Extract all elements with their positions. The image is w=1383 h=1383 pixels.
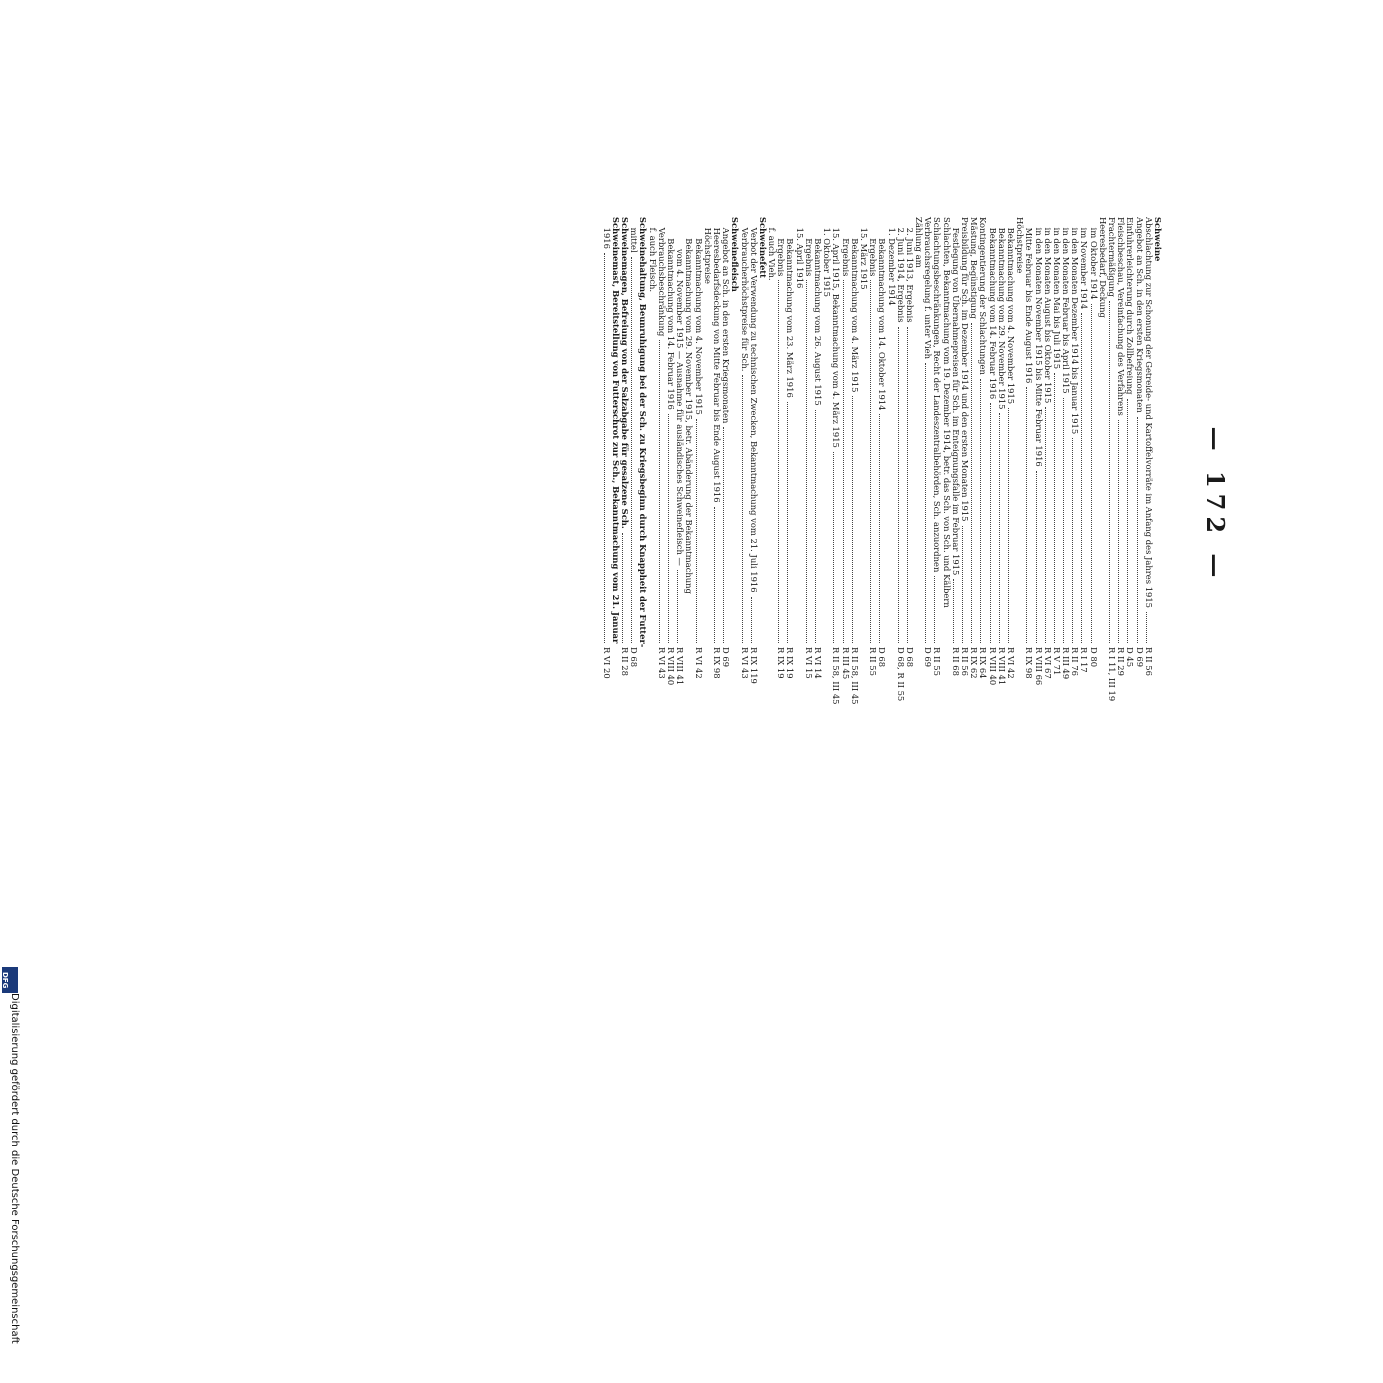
index-entry bbox=[1089, 217, 1098, 797]
index-entry-text: Verbrauchsbeschränkung bbox=[656, 217, 667, 337]
index-entry-reference: D 69 bbox=[1134, 647, 1145, 668]
index-entry bbox=[1125, 217, 1134, 797]
index-entry bbox=[978, 217, 987, 797]
dot-leader bbox=[696, 419, 702, 643]
dot-leader bbox=[1072, 438, 1078, 643]
dot-leader bbox=[622, 533, 628, 643]
index-entry bbox=[868, 217, 877, 797]
dot-leader bbox=[1155, 265, 1160, 643]
index-entry-text: Ergebnis bbox=[868, 217, 879, 277]
dot-leader bbox=[806, 280, 812, 643]
index-entry bbox=[886, 217, 895, 797]
dot-leader bbox=[898, 327, 904, 643]
dot-leader bbox=[659, 340, 665, 643]
dot-leader bbox=[686, 598, 691, 643]
index-entry bbox=[822, 217, 831, 797]
index-entry-reference: R VI 43 bbox=[739, 647, 750, 679]
index-entry-reference: D 68 bbox=[629, 647, 640, 668]
dot-leader bbox=[751, 597, 757, 643]
index-entry-text: Höchstpreise bbox=[1015, 217, 1026, 274]
index-entry bbox=[776, 217, 785, 797]
index-entry bbox=[951, 217, 960, 797]
index-entry-reference: R II 28 bbox=[620, 647, 631, 676]
index-entry bbox=[987, 217, 996, 797]
dot-leader bbox=[1091, 304, 1097, 643]
index-entry-text: Angebot an Sch. in den ersten Kriegsmonaten bbox=[721, 217, 732, 424]
index-entry-text: Mästung, Begünstigung bbox=[969, 217, 980, 319]
index-entry-reference: R IX 19 bbox=[776, 647, 787, 679]
index-entry bbox=[675, 217, 684, 797]
index-entry bbox=[932, 217, 941, 797]
index-entry-reference: R III 45 bbox=[840, 647, 851, 680]
dot-leader bbox=[824, 301, 829, 643]
index-entry bbox=[629, 217, 638, 797]
index-entry bbox=[859, 217, 868, 797]
index-entry-text: Schlachten, Bekanntmachung vom 19. Dezember 1914, betr. das Sch. von Sch. und Kälbern bbox=[941, 217, 952, 608]
index-entry-reference: R V 71 bbox=[1051, 647, 1062, 676]
index-entry-text: Heeresbedarfsdeckung von Mitte Februar bis Ende August 1916 bbox=[712, 217, 722, 503]
dot-leader bbox=[1063, 398, 1069, 643]
index-entry-text: in den Monaten August bis Oktober 1915 bbox=[1042, 217, 1053, 404]
dot-leader bbox=[1109, 301, 1115, 643]
dot-leader bbox=[944, 612, 949, 643]
index-entry bbox=[1015, 217, 1024, 797]
index-entry-text: Ergebnis bbox=[803, 217, 814, 277]
index-entry-text: vom 4. November 1915 — Ausnahme für ausländisches Schweinefleisch — bbox=[675, 217, 686, 566]
index-entry-reference: R VIII 41 bbox=[675, 647, 686, 686]
index-entry-reference: D 68 bbox=[877, 647, 888, 668]
credit-text: Digitalisierung gefördert durch die Deutsche Forschungsgemeinschaft bbox=[9, 993, 20, 1344]
index-entry-reference: R II 76 bbox=[1070, 647, 1081, 676]
dot-leader bbox=[677, 570, 683, 643]
index-content bbox=[145, 205, 1230, 805]
index-entry bbox=[969, 217, 978, 797]
index-entry-text: Bekanntmachung vom 23. März 1916 bbox=[785, 217, 796, 398]
dot-leader bbox=[1146, 612, 1152, 643]
index-entry bbox=[1107, 217, 1116, 797]
index-entry-text: Abschlachtung zur Schonung der Getreide- und Kartoffelvorräte im Anfang des Jahres 1915 bbox=[1143, 217, 1154, 609]
dot-leader bbox=[999, 413, 1005, 643]
rotated-index-block bbox=[145, 205, 1230, 805]
index-entry bbox=[749, 217, 758, 797]
index-entry-text: Verbrauchsregelung f. unter Vieh bbox=[923, 217, 934, 359]
index-entry-reference: R VIII 40 bbox=[987, 647, 998, 686]
dot-leader bbox=[668, 414, 674, 643]
dot-leader bbox=[879, 414, 885, 643]
index-entry-text: 2. Juni 1914, Ergebnis bbox=[895, 217, 906, 323]
dot-leader bbox=[990, 403, 996, 643]
digitization-credit bbox=[0, 0, 22, 1344]
index-entry-reference: R IX 19 bbox=[785, 647, 796, 679]
dot-leader bbox=[778, 280, 784, 643]
index-entry-text: Ergebnis bbox=[776, 217, 787, 277]
index-entry-text: Angebot an Sch. in den ersten Kriegsmonaten bbox=[1134, 217, 1145, 413]
dot-leader bbox=[889, 310, 894, 643]
index-entry-reference: R III 49 bbox=[1061, 647, 1072, 680]
dot-leader bbox=[1026, 387, 1032, 643]
index-entry bbox=[1043, 217, 1052, 797]
index-entry-text: Schweinemagen, Befreiung von der Salzabgabe für gesalzene Sch. bbox=[620, 217, 631, 529]
index-entry-reference: R IX 98 bbox=[712, 647, 722, 679]
index-entry bbox=[1033, 217, 1042, 797]
index-entry-text: Schweinefleisch bbox=[730, 217, 741, 292]
index-entry-text: mittel bbox=[629, 217, 640, 253]
index-entry-reference: R VI 67 bbox=[1042, 647, 1053, 679]
index-entry bbox=[693, 217, 702, 797]
dot-leader bbox=[935, 576, 941, 643]
index-entry-text: Schweine bbox=[1153, 217, 1163, 262]
index-entry-reference: R VI 43 bbox=[656, 647, 667, 679]
index-entry-reference: R IX 64 bbox=[978, 647, 989, 679]
index-entry-text: Bekanntmachung vom 4. November 1915 bbox=[1006, 217, 1016, 405]
index-entry-text: Bekanntmachung vom 14. Februar 1916 bbox=[987, 217, 998, 400]
dot-leader bbox=[1045, 407, 1051, 643]
index-entry-reference: R II 58, III 45 bbox=[831, 647, 842, 705]
index-entry bbox=[1024, 217, 1033, 797]
dot-leader bbox=[861, 294, 866, 643]
dot-leader bbox=[732, 296, 737, 643]
dot-leader bbox=[613, 647, 618, 657]
index-entries bbox=[602, 217, 1162, 797]
index-entry-text: 15. April 1915, Bekanntmachung vom 4. März 1915 bbox=[831, 217, 842, 448]
dot-leader bbox=[907, 327, 913, 643]
index-entry-text: Frachtermäßigung bbox=[1107, 217, 1118, 297]
index-entry-reference: D 69 bbox=[721, 647, 732, 668]
index-entry-reference: R II 58, III 45 bbox=[849, 647, 860, 705]
dot-leader bbox=[631, 257, 637, 643]
dot-leader bbox=[870, 280, 876, 643]
index-entry bbox=[877, 217, 886, 797]
dot-leader bbox=[650, 296, 655, 643]
dot-leader bbox=[916, 272, 921, 643]
index-entry bbox=[1098, 217, 1107, 797]
dot-leader bbox=[760, 282, 765, 643]
index-entry bbox=[712, 217, 721, 797]
index-entry-reference: R VI 42 bbox=[693, 647, 704, 679]
index-entry-reference: R VIII 41 bbox=[996, 647, 1007, 686]
index-entry-text: 1. Dezember 1914 bbox=[886, 217, 897, 306]
index-entry bbox=[785, 217, 794, 797]
index-entry-reference: R IX 119 bbox=[748, 647, 759, 684]
index-entry-text: Einfuhrerleichterung durch Zollbefreiung bbox=[1125, 217, 1136, 395]
dot-leader bbox=[962, 526, 968, 643]
index-entry-text: Schweinehaltung, Beunruhigung bei der Sch. zu Kriegsbeginn durch Knappheit der Futter- bbox=[638, 217, 649, 648]
index-entry bbox=[831, 217, 840, 797]
index-entry-text: in den Monaten November 1915 bis Mitte Februar 1916 bbox=[1033, 217, 1044, 467]
dot-leader bbox=[852, 396, 858, 643]
index-entry-text: f. auch Vieh. bbox=[767, 217, 778, 281]
index-entry-text: Preisbildung für Sch. im Dezember 1914 und den ersten Monaten 1915 bbox=[960, 217, 971, 522]
index-entry-text: 2. Juni 1913, Ergebnis bbox=[904, 217, 915, 323]
index-entry-reference: R I 11, III 19 bbox=[1107, 647, 1118, 702]
dot-leader bbox=[815, 410, 821, 643]
index-entry-text: Bekanntmachung vom 26. August 1915 bbox=[813, 217, 824, 406]
index-entry bbox=[638, 217, 647, 797]
dot-leader bbox=[1017, 277, 1022, 643]
index-entry bbox=[648, 217, 657, 797]
index-entry-text: Heeresbedarf, Deckung bbox=[1097, 217, 1108, 318]
dot-leader bbox=[953, 579, 959, 643]
index-entry-reference: D 68, R II 55 bbox=[895, 647, 906, 702]
dot-leader bbox=[723, 427, 729, 643]
dot-leader bbox=[1100, 322, 1105, 643]
index-entry-text: 15. April 1916 bbox=[794, 217, 805, 289]
index-entry-text: Schweinemast, Bereitstellung von Futterschrot zur Sch., Bekanntmachung vom 21. Januar bbox=[610, 217, 621, 644]
index-entry bbox=[758, 217, 767, 797]
index-entry-text: Festlegung von Übernahmepreisen für Sch. im Enteignungsfalle im Februar 1915 bbox=[950, 217, 961, 576]
index-entry bbox=[942, 217, 951, 797]
index-entry-text: Schweinefett bbox=[757, 217, 768, 279]
index-entry-text: f. auch Fleisch. bbox=[647, 217, 658, 293]
dot-leader bbox=[1082, 313, 1088, 643]
dot-leader bbox=[971, 323, 977, 643]
index-entry-text: in den Monaten Mai bis Juli 1915 bbox=[1051, 217, 1062, 370]
index-entry bbox=[730, 217, 739, 797]
index-entry bbox=[1134, 217, 1143, 797]
index-entry bbox=[850, 217, 859, 797]
index-entry bbox=[1006, 217, 1015, 797]
index-entry-reference: R II 68 bbox=[950, 647, 961, 676]
index-entry bbox=[804, 217, 813, 797]
index-entry bbox=[1070, 217, 1079, 797]
index-entry-reference: R II 55 bbox=[932, 647, 943, 676]
index-entry-text: Bekanntmachung vom 14. Februar 1916 bbox=[666, 217, 677, 410]
index-entry-text: Zählung am bbox=[914, 217, 925, 268]
index-entry bbox=[813, 217, 822, 797]
index-entry bbox=[602, 217, 611, 797]
index-entry-text: 15. März 1915 bbox=[859, 217, 869, 290]
dot-leader bbox=[833, 452, 839, 643]
dot-leader bbox=[769, 285, 774, 644]
index-entry bbox=[923, 217, 932, 797]
index-entry-reference: D 80 bbox=[1088, 647, 1099, 668]
dot-leader bbox=[1118, 420, 1124, 643]
index-entry-text: Bekanntmachung vom 4. November 1915 bbox=[693, 217, 704, 415]
index-entry-reference: R VIII 40 bbox=[666, 647, 677, 686]
index-entry bbox=[960, 217, 969, 797]
index-entry bbox=[896, 217, 905, 797]
index-entry-reference: R VI 20 bbox=[601, 647, 612, 679]
dot-leader bbox=[604, 253, 610, 643]
index-entry-text: Mitte Februar bis Ende August 1916 bbox=[1024, 217, 1035, 384]
index-entry bbox=[914, 217, 923, 797]
dot-leader bbox=[1127, 399, 1133, 644]
index-entry-reference: R VI 14 bbox=[813, 647, 824, 679]
dot-leader bbox=[1137, 417, 1143, 643]
dot-leader bbox=[925, 363, 931, 643]
index-entry bbox=[997, 217, 1006, 797]
index-entry bbox=[1052, 217, 1061, 797]
index-entry-text: Bekanntmachung vom 14. Oktober 1914 bbox=[877, 217, 888, 411]
index-entry-text: Fleischbeschau, Vereinfachung des Verfahrens bbox=[1116, 217, 1127, 416]
index-entry bbox=[703, 217, 712, 797]
index-entry-text: 1. Oktober 1915 bbox=[822, 217, 833, 297]
index-entry-text: Verbraucherhöchstpreise für Sch. bbox=[739, 217, 750, 372]
index-entry-text: in den Monaten Dezember 1914 bis Januar 1915 bbox=[1070, 217, 1081, 435]
dot-leader bbox=[1036, 471, 1042, 643]
index-entry-reference: R II 56 bbox=[1143, 647, 1154, 676]
index-entry-text: Ergebnis bbox=[840, 217, 851, 277]
index-entry-text: Höchstpreise bbox=[702, 217, 713, 284]
index-entry-text: Verbot der Verwendung zu technischen Zwecken, Bekanntmachung vom 21. Juli 1916 bbox=[748, 217, 759, 593]
index-entry bbox=[840, 217, 849, 797]
index-entry-text: Bekanntmachung vom 29. November 1915, betr. Abänderung der Bekanntmachung bbox=[684, 217, 695, 594]
index-entry-text: Kontingentierung der Schlachtungen bbox=[978, 217, 989, 375]
index-entry-text: Bekanntmachung vom 29. November 1915 bbox=[996, 217, 1007, 410]
index-entry-text: im November 1914 bbox=[1079, 217, 1090, 310]
index-entry bbox=[795, 217, 804, 797]
index-entry bbox=[684, 217, 693, 797]
index-entry bbox=[620, 217, 629, 797]
dot-leader bbox=[980, 379, 986, 643]
index-entry-reference: R IX 98 bbox=[1024, 647, 1035, 679]
dot-leader bbox=[742, 375, 748, 643]
index-entry-reference: R VI 42 bbox=[1006, 647, 1016, 679]
index-entry-text: in den Monaten Februar bis April 1915 bbox=[1061, 217, 1072, 394]
index-entry-reference: D 68 bbox=[904, 647, 915, 668]
index-entry bbox=[905, 217, 914, 797]
index-entry bbox=[1079, 217, 1088, 797]
dot-leader bbox=[1008, 408, 1014, 643]
index-entry-text: im Oktober 1914 bbox=[1088, 217, 1099, 300]
dot-leader bbox=[843, 280, 849, 643]
index-entry bbox=[767, 217, 776, 797]
dot-leader bbox=[1054, 373, 1060, 643]
dfg-logo: DFG bbox=[2, 967, 18, 993]
index-entry-reference: R II 29 bbox=[1116, 647, 1127, 676]
index-entry-text: Schlachtungsbeschränkungen, Recht der Landeszentralbehörden, Sch. anzuordnen bbox=[932, 217, 943, 573]
index-entry-text: Bekanntmachung vom 4. März 1915 bbox=[849, 217, 860, 393]
index-entry-reference: D 45 bbox=[1125, 647, 1136, 668]
index-entry-reference: D 69 bbox=[923, 647, 934, 668]
index-entry bbox=[1144, 217, 1153, 797]
index-entry bbox=[666, 217, 675, 797]
index-entry bbox=[611, 217, 620, 797]
index-entry-text: 1916 bbox=[601, 217, 612, 249]
index-entry bbox=[657, 217, 666, 797]
index-entry bbox=[739, 217, 748, 797]
dot-leader bbox=[788, 402, 794, 643]
index-entry-reference: R IX 62 bbox=[969, 647, 980, 679]
index-entry bbox=[1116, 217, 1125, 797]
dot-leader bbox=[797, 292, 802, 643]
page-number: — 172 — bbox=[1201, 426, 1230, 584]
dot-leader bbox=[714, 507, 720, 643]
index-entry-reference: R II 55 bbox=[868, 647, 879, 676]
index-entry-reference: R VIII 66 bbox=[1033, 647, 1044, 686]
index-entry bbox=[1061, 217, 1070, 797]
index-entry bbox=[721, 217, 730, 797]
index-entry-reference: R VI 15 bbox=[803, 647, 814, 679]
index-entry bbox=[1153, 217, 1162, 797]
index-entry-reference: R II 56 bbox=[960, 647, 971, 676]
index-entry-reference: R I 17 bbox=[1079, 647, 1090, 673]
dot-leader bbox=[705, 288, 710, 643]
dot-leader bbox=[641, 651, 646, 661]
